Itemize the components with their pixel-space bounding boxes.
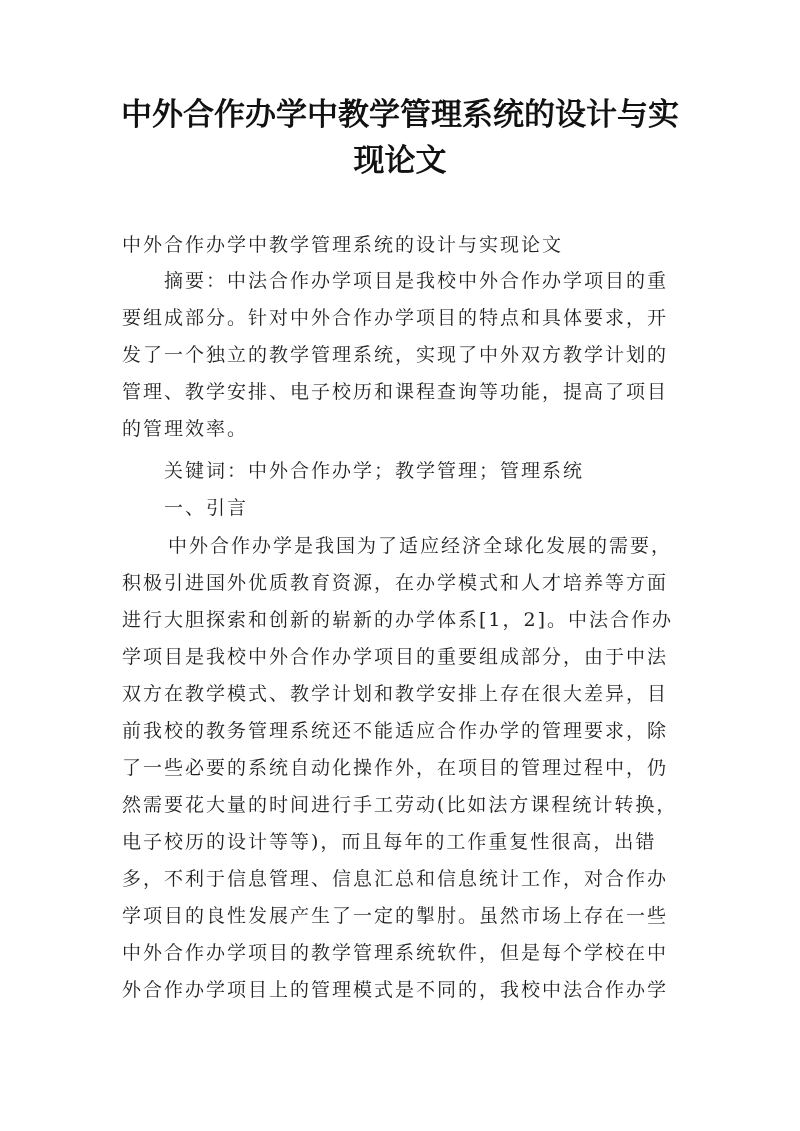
document-title-line-2: 现论文 bbox=[353, 143, 447, 179]
body-line: 中外合作办学项目的教学管理系统软件，但是每个学校在中 bbox=[122, 942, 669, 964]
abstract-line: 摘要：中法合作办学项目是我校中外合作办学项目的重 bbox=[164, 270, 669, 292]
body-line: 中外合作办学是我国为了适应经济全球化发展的需要， bbox=[168, 535, 673, 557]
body-line: 然需要花大量的时间进行手工劳动(比如法方课程统计转换， bbox=[122, 794, 678, 816]
keywords-line: 关键词：中外合作办学；教学管理；管理系统 bbox=[164, 460, 585, 482]
body-line: 双方在教学模式、教学计划和教学安排上存在很大差异，目 bbox=[122, 683, 669, 705]
subtitle-line: 中外合作办学中教学管理系统的设计与实现论文 bbox=[122, 234, 564, 256]
body-line: 外合作办学项目上的管理模式是不同的，我校中法合作办学 bbox=[122, 979, 669, 1001]
document-title-line-1: 中外合作办学中教学管理系统的设计与实 bbox=[121, 97, 679, 133]
section-heading: 一、引言 bbox=[164, 497, 249, 519]
abstract-line: 的管理效率。 bbox=[122, 418, 249, 440]
body-line: 学项目的良性发展产生了一定的掣肘。虽然市场上存在一些 bbox=[122, 905, 669, 927]
abstract-line: 管理、教学安排、电子校历和课程查询等功能，提高了项目 bbox=[122, 381, 669, 403]
abstract-line: 要组成部分。针对中外合作办学项目的特点和具体要求，开 bbox=[122, 307, 669, 329]
body-line: 了一些必要的系统自动化操作外，在项目的管理过程中，仍 bbox=[122, 757, 669, 779]
body-line: 电子校历的设计等等)，而且每年的工作重复性很高，出错 bbox=[122, 831, 657, 853]
body-line: 多，不利于信息管理、信息汇总和信息统计工作，对合作办 bbox=[122, 868, 669, 890]
body-line: 进行大胆探索和创新的崭新的办学体系[1，2]。中法合作办 bbox=[122, 609, 674, 631]
body-line: 学项目是我校中外合作办学项目的重要组成部分，由于中法 bbox=[122, 646, 669, 668]
abstract-line: 发了一个独立的教学管理系统，实现了中外双方教学计划的 bbox=[122, 344, 669, 366]
body-line: 积极引进国外优质教育资源，在办学模式和人才培养等方面 bbox=[122, 572, 669, 594]
body-line: 前我校的教务管理系统还不能适应合作办学的管理要求，除 bbox=[122, 720, 669, 742]
